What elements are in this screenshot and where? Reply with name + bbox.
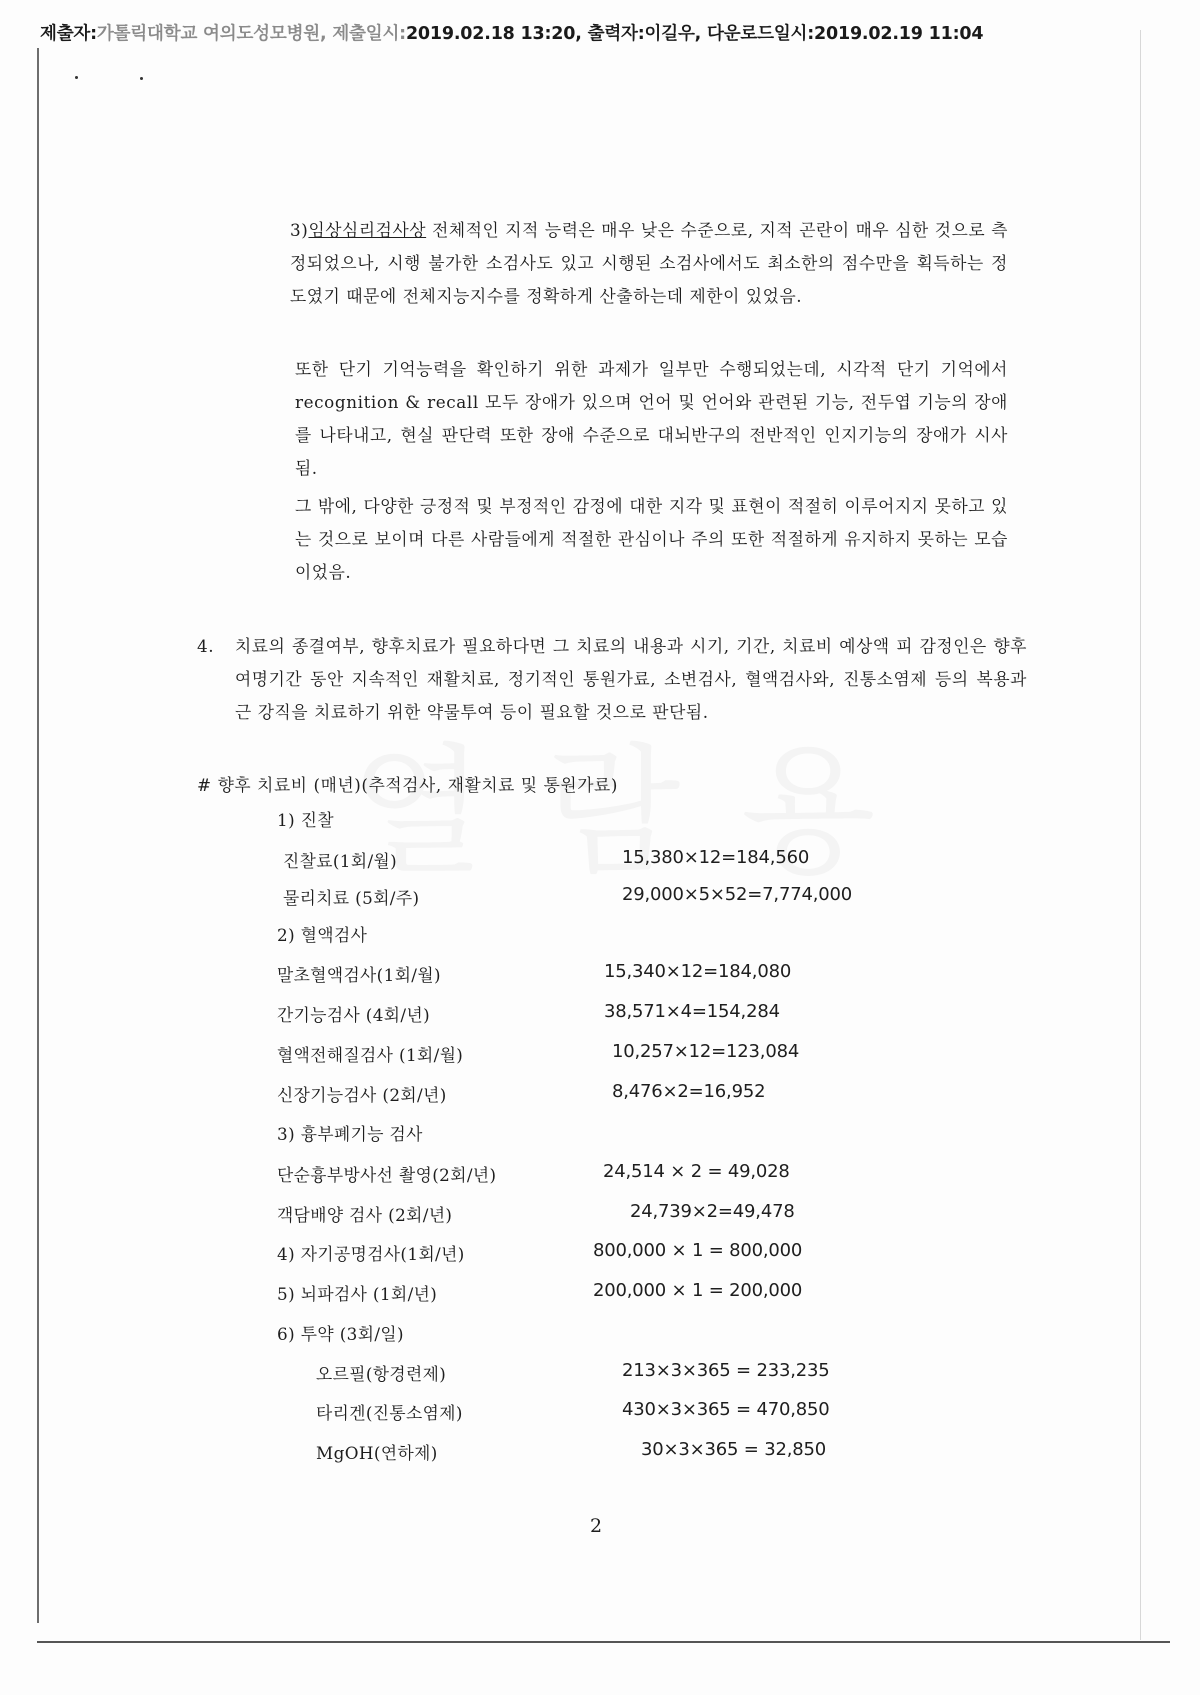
bottom-rule (37, 1641, 1170, 1643)
cost-item-label: 오르필(항경련제) (316, 1364, 447, 1384)
scan-speck (75, 76, 78, 79)
left-margin-rule (37, 48, 39, 1623)
cost-item-label: 신장기능검사 (2회/년) (277, 1085, 447, 1105)
cost-item-value: 29,000×5×52=7,774,000 (622, 884, 852, 905)
cost-item-value: 30×3×365 = 32,850 (641, 1439, 826, 1460)
cost-item-value: 38,571×4=154,284 (604, 1001, 780, 1022)
cost-item-label: 4) 자기공명검사(1회/년) (277, 1244, 465, 1264)
section-3-paragraph-2: 또한 단기 기억능력을 확인하기 위한 과제가 일부만 수행되었는데, 시각적 단기 기억에서 recognition & recall 모두 장애가 있으며 언어 및 언어와 관련된 기능, 전두엽 기능의 장애를 나타내고, 현실 판단력 또한 장애 수준으로 대뇌반구의 전반적인 인지기능의 장애가 시사됨. (295, 359, 1008, 478)
section-4-body: 피 감정인은 향후 여명기간 동안 지속적인 재활치료, 정기적인 통원가료, 소변검사, 혈액검사와, 진통소염제 등의 복용과 근 강직을 치료하기 위한 약물투여 등이 필요할 것으로 판단됨. (235, 636, 1028, 722)
cost-item-value: 24,514 × 2 = 49,028 (603, 1161, 790, 1182)
cost-item-label: 타리겐(진통소염제) (316, 1403, 463, 1423)
download-stamp-header: 제출자:가톨릭대학교 여의도성모병원, 제출일시:2019.02.18 13:20, 출력자:이길우, 다운로드일시:2019.02.19 11:04 (40, 24, 984, 44)
right-margin-rule (1140, 30, 1141, 1640)
cost-item-label: 단순흉부방사선 촬영(2회/년) (277, 1165, 497, 1185)
section-3-paragraph-3: 그 밖에, 다양한 긍정적 및 부정적인 감정에 대한 지각 및 표현이 적절히 이루어지지 못하고 있는 것으로 보이며 다른 사람들에게 적절한 관심이나 주의 또한 적절하게 유지하지 못하는 모습이었음. (295, 496, 1008, 582)
scan-speck (140, 77, 143, 80)
cost-item-value: 430×3×365 = 470,850 (622, 1399, 830, 1420)
cost-item-value: 200,000 × 1 = 200,000 (593, 1280, 803, 1301)
clinical-psych-test-label: 임상심리검사상 (308, 220, 427, 240)
section-4 (197, 630, 1027, 729)
section-4-number: 4. (197, 636, 215, 656)
cost-item-value: 8,476×2=16,952 (612, 1081, 766, 1102)
section-3-prefix: 3) (290, 220, 309, 240)
section-4-title: 치료의 종결여부, 향후치료가 필요하다면 그 치료의 내용과 시기, 기간, 치료비 예상액 (235, 636, 890, 656)
cost-item-label: 1) 진찰 (277, 810, 334, 830)
cost-item-label: 2) 혈액검사 (277, 925, 368, 945)
cost-item-label: 말초혈액검사(1회/월) (277, 965, 441, 985)
cost-item-label: 물리치료 (5회/주) (283, 888, 420, 908)
cost-item-value: 800,000 × 1 = 800,000 (593, 1240, 803, 1261)
cost-item-value: 15,380×12=184,560 (622, 847, 810, 868)
cost-item-value: 24,739×2=49,478 (630, 1201, 795, 1222)
cost-item-value: 10,257×12=123,084 (612, 1041, 800, 1062)
future-cost-heading: # 향후 치료비 (매년)(추적검사, 재활치료 및 통원가료) (197, 775, 619, 795)
cost-item-label: 6) 투약 (3회/일) (277, 1324, 404, 1344)
cost-item-label: 객담배양 검사 (2회/년) (277, 1205, 453, 1225)
section-3-paragraph-1: 3)임상심리검사상 전체적인 지적 능력은 매우 낮은 수준으로, 지적 곤란이 매우 심한 것으로 측정되었으나, 시행 불가한 소검사도 있고 시행된 소검사에서도 최소한의 점수만을 획득하는 정도였기 때문에 전체지능지수를 정확하게 산출하는데 제한이 있었음. (290, 220, 1008, 306)
cost-item-label: 3) 흉부폐기능 검사 (277, 1124, 423, 1144)
cost-item-label: MgOH(연하제) (316, 1443, 438, 1463)
watermark (350, 700, 936, 901)
page-number: 2 (590, 1515, 603, 1537)
cost-item-label: 진찰료(1회/월) (283, 851, 398, 871)
cost-item-value: 15,340×12=184,080 (604, 961, 792, 982)
cost-item-label: 간기능검사 (4회/년) (277, 1005, 431, 1025)
cost-item-value: 213×3×365 = 233,235 (622, 1360, 830, 1381)
cost-item-label: 5) 뇌파검사 (1회/년) (277, 1284, 438, 1304)
cost-item-label: 혈액전해질검사 (1회/월) (277, 1045, 464, 1065)
